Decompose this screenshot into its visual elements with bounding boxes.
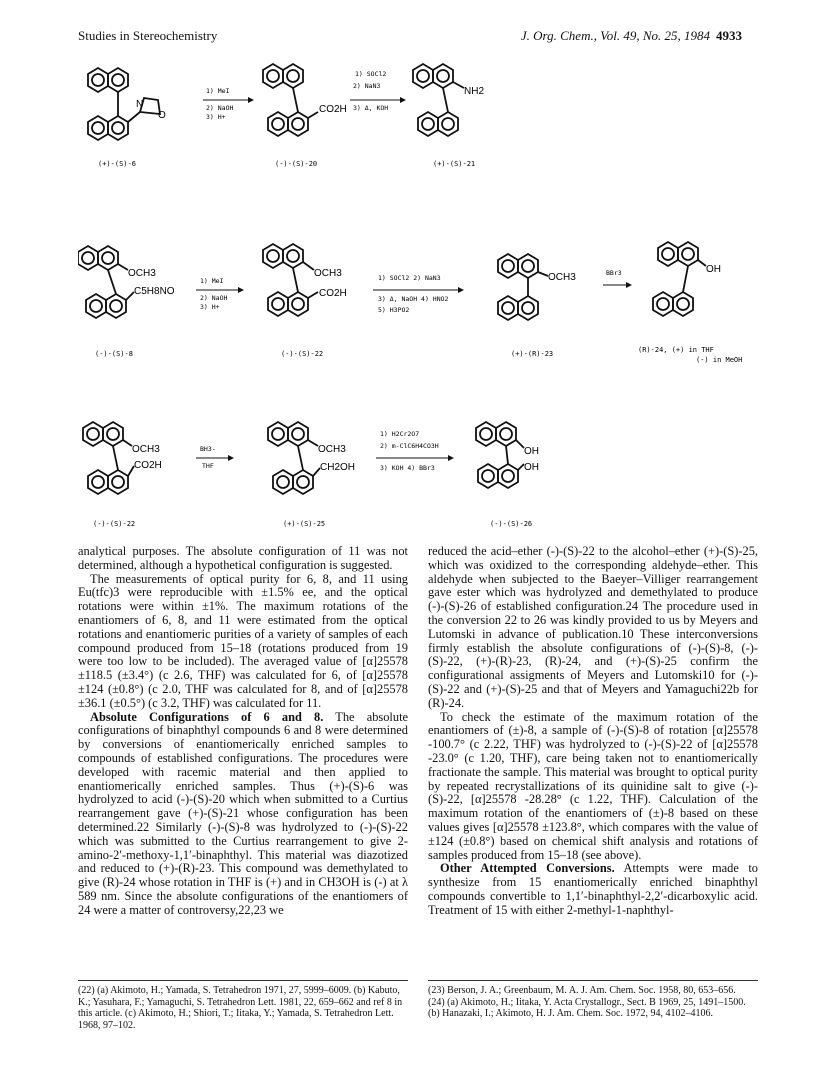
scheme-row-3-drawing bbox=[78, 418, 742, 533]
oxazoline-n-label: N bbox=[136, 99, 144, 110]
reagent-16: 1) H2Cr2O7 bbox=[380, 430, 420, 438]
footnote-rule bbox=[78, 980, 408, 981]
group-och3-22b: OCH3 bbox=[132, 444, 160, 455]
running-header bbox=[78, 28, 742, 46]
reagent-17: 2) m-ClC6H4CO3H bbox=[380, 442, 439, 450]
group-co2h: CO2H bbox=[319, 104, 347, 115]
group-oh-26b: OH bbox=[524, 462, 539, 473]
binaphthyl-structure-25 bbox=[268, 422, 320, 494]
compound-label-20: (-)-(S)-20 bbox=[275, 160, 318, 168]
paragraph: The measurements of optical purity for 6, 8, and 11 using Eu(tfc)3 were reproducible with ±1.5% ee, and the optical rotations were within ±1%. The maximum rotations of the enantiomers of 6, 8, and 11 were estimated from the optical rotations and enantiomeric purities of a variety of samples of each compound produced from 15–18 (rotations produced from 19 were too low to be included). The averaged value of [α]25578 ±118.5 (±3.4°) (c 2.6, THF) was calculated for 6, of [α]25578 ±124 (±0.8°) (c 2.0, THF was calculated for 8, and of [α]25578 ±36.1 (±0.5°) (c 3.2, THF) was calculated for 11. bbox=[78, 571, 408, 710]
section-heading: Other Attempted Conversions. bbox=[440, 861, 615, 876]
arrow-head-icon bbox=[400, 97, 406, 103]
left-column bbox=[78, 545, 408, 918]
compound-label-8: (-)-(S)-8 bbox=[95, 350, 133, 358]
scheme-row-1 bbox=[78, 60, 742, 175]
footnote: (22) (a) Akimoto, H.; Yamada, S. Tetrahedron 1971, 27, 5999–6009. (b) Kabuto, K.; Yasuhara, F.; Yamaguchi, S. Tetrahedron Lett. 1981, 22, 659–662 and ref 8 in this article. (c) Akimoto, H.; Shiori, T.; Iitaka, Y.; Yamada, S. Tetrahedron Lett. 1968, 97–102. bbox=[78, 985, 403, 1031]
compound-label-23: (+)-(R)-23 bbox=[511, 350, 554, 358]
binaphthyl-structure-26 bbox=[476, 422, 524, 488]
reagent-7: 1) MeI bbox=[200, 277, 224, 285]
group-co2h-22b: CO2H bbox=[134, 460, 162, 471]
group-och3: OCH3 bbox=[128, 268, 156, 279]
binaphthyl-structure-24 bbox=[653, 242, 706, 316]
scheme-row-3 bbox=[78, 418, 742, 533]
page-number: 4933 bbox=[716, 28, 742, 43]
reagent-4: 1) SOCl2 bbox=[355, 70, 387, 78]
paragraph: analytical purposes. The absolute configuration of 11 was not determined, although a hypothetical configuration is suggested. bbox=[78, 544, 408, 572]
reagent-15: THF bbox=[202, 462, 214, 470]
group-oh-24: OH bbox=[706, 264, 721, 275]
binaphthyl-structure-8 bbox=[78, 246, 134, 318]
paragraph: reduced the acid–ether (-)-(S)-22 to the alcohol–ether (+)-(S)-25, which was oxidized to the corresponding aldehyde–ether. This aldehyde when subjected to the Baeyer–Villiger rearrangement gave ester which was hydrolyzed and demethylated to produce (-)-(S)-26 of established configuration.24 The procedure used in the conversion 22 to 26 was kindly provided to us by Meyers and Lutomski in advance of publication.10 These interconversions firmly establish the absolute configurations of (-)-(S)-8, (-)-(S)-22, (+)-(R)-23, (R)-24, and (+)-(S)-25 confirm the configurational assigments of Meyers and Lutomski10 for (-)-(S)-22 and (+)-(S)-25 and that of Meyers and Yamaguchi22b for (R)-24. bbox=[428, 544, 758, 710]
footnotes-left bbox=[78, 985, 408, 1031]
arrow-head-icon bbox=[248, 97, 254, 103]
reagent-13: BBr3 bbox=[606, 269, 622, 277]
paragraph: To check the estimate of the maximum rotation of the enantiomers of (±)-8, a sample of (-)-(S)-8 of rotation [α]25578 -100.7° (c 2.22, THF) was hydrolyzed to (-)-(S)-22 of [α]25578 -23.0° (c 1.20, THF), care being taken not to enantiomerically fractionate the sample. This material was brought to optical purity by repeated recrystallizations of its quinidine salt to give (-)-(S)-22, [α]25578 -28.28° (c 1.22, THF). Calculation of the maximum rotation of the enantiomers of (±)-8 based on these values gives [α]25578 ±123.8°, which compares with the value of ±124 (±0.8°) based on chemical shift analysis and rotations of samples produced from 15–18 (see above). bbox=[428, 709, 758, 862]
binaphthyl-structure-22b bbox=[83, 422, 134, 494]
paragraph-with-heading: Other Attempted Conversions. Attempts were made to synthesize from 15 enantiomerically enriched binaphthyl compounds convertible to 1,1′-binaphthyl-2,2′-dicarboxylic acid. Treatment of 15 with either 2-methyl-1-naphthyl- bbox=[428, 861, 758, 917]
running-title: Studies in Stereochemistry bbox=[78, 28, 218, 43]
footnote: (23) Berson, J. A.; Greenbaum, M. A. J. Am. Chem. Soc. 1958, 80, 653–656. bbox=[428, 985, 736, 996]
binaphthyl-structure-6 bbox=[88, 68, 160, 140]
compound-label-26: (-)-(S)-26 bbox=[490, 520, 533, 528]
group-och3-23: OCH3 bbox=[548, 272, 576, 283]
arrow-head-icon bbox=[458, 287, 464, 293]
reagent-2: 2) NaOH bbox=[206, 104, 234, 112]
oxazoline-o-label: O bbox=[158, 110, 166, 121]
binaphthyl-structure-23 bbox=[498, 254, 548, 320]
group-c5h8no: C5H8NO bbox=[134, 286, 175, 297]
reagent-3: 3) H+ bbox=[206, 113, 226, 121]
reagent-8: 2) NaOH bbox=[200, 294, 228, 302]
paragraph-with-heading: Absolute Configurations of 6 and 8. The absolute configurations of binaphthyl compounds 6 and 8 were determined by conversions of enantiomerically enriched samples to compounds of established configurations. The procedures were developed with racemic material and then applied to enantiomerically enriched samples. Thus (+)-(S)-6 was hydrolyzed to acid (-)-(S)-20 which when submitted to a Curtius rearrangement gave (+)-(S)-21 whose configuration has been determined.22 Similarly (-)-(S)-8 was hydrolyzed to (-)-(S)-22 which was submitted to the Curtius rearrangement to give 2-amino-2′-methoxy-1,1′-binaphthyl. This material was diazotized and reduced to (+)-(R)-23. This compound was demethylated to give (R)-24 whose rotation in THF is (+) and in CH3OH is (-) at λ 589 nm. Since the absolute configurations of the enantiomers of 24 were a matter of controversy,22,23 we bbox=[78, 709, 409, 917]
arrow-head-icon bbox=[228, 455, 234, 461]
right-column bbox=[428, 545, 758, 918]
scheme-row-2-drawing bbox=[78, 240, 742, 370]
compound-label-24: (R)-24, (+) in THF bbox=[638, 346, 714, 354]
journal-citation: J. Org. Chem., Vol. 49, No. 25, 1984 4933 bbox=[520, 28, 742, 43]
reagent-1: 1) MeI bbox=[206, 87, 230, 95]
group-ch2oh-25: CH2OH bbox=[320, 462, 356, 473]
binaphthyl-structure-22 bbox=[263, 244, 318, 316]
arrow-head-icon bbox=[448, 455, 454, 461]
reagent-9: 3) H+ bbox=[200, 303, 220, 311]
group-och3-22: OCH3 bbox=[314, 268, 342, 279]
reagent-10: 1) SOCl2 2) NaN3 bbox=[378, 274, 441, 282]
reagent-6: 3) Δ, KOH bbox=[353, 104, 389, 112]
compound-label-22b: (-)-(S)-22 bbox=[93, 520, 136, 528]
footnotes-right bbox=[428, 985, 758, 1020]
reagent-18: 3) KOH 4) BBr3 bbox=[380, 464, 435, 472]
reagent-11: 3) Δ, NaOH 4) HNO2 bbox=[378, 295, 449, 303]
group-oh-26a: OH bbox=[524, 446, 539, 457]
reagent-5: 2) NaN3 bbox=[353, 82, 381, 90]
arrow-head-icon bbox=[238, 287, 244, 293]
group-och3-25: OCH3 bbox=[318, 444, 346, 455]
group-nh2: NH2 bbox=[464, 86, 485, 97]
scheme-row-1-drawing bbox=[78, 60, 742, 175]
compound-label-6: (+)-(S)-6 bbox=[98, 160, 136, 168]
group-co2h-22: CO2H bbox=[319, 288, 347, 299]
arrow-head-icon bbox=[626, 282, 632, 288]
binaphthyl-structure-21 bbox=[413, 64, 464, 136]
compound-label-25: (+)-(S)-25 bbox=[283, 520, 326, 528]
compound-label-21: (+)-(S)-21 bbox=[433, 160, 476, 168]
reagent-14: BH3- bbox=[200, 445, 216, 453]
compound-label-22: (-)-(S)-22 bbox=[281, 350, 324, 358]
footnote-rule bbox=[428, 980, 758, 981]
section-heading: Absolute Configurations of 6 and 8. bbox=[90, 709, 324, 724]
compound-label-24-meoh: (-) in MeOH bbox=[696, 356, 742, 364]
reagent-12: 5) H3PO2 bbox=[378, 306, 410, 314]
binaphthyl-structure-20 bbox=[263, 64, 318, 136]
footnote: (24) (a) Akimoto, H.; Iitaka, Y. Acta Crystallogr., Sect. B 1969, 25, 1491–1500. (b) Hanazaki, I.; Akimoto, H. J. Am. Chem. Soc. 1972, 94, 4102–4106. bbox=[428, 996, 746, 1019]
scheme-row-2 bbox=[78, 240, 742, 370]
